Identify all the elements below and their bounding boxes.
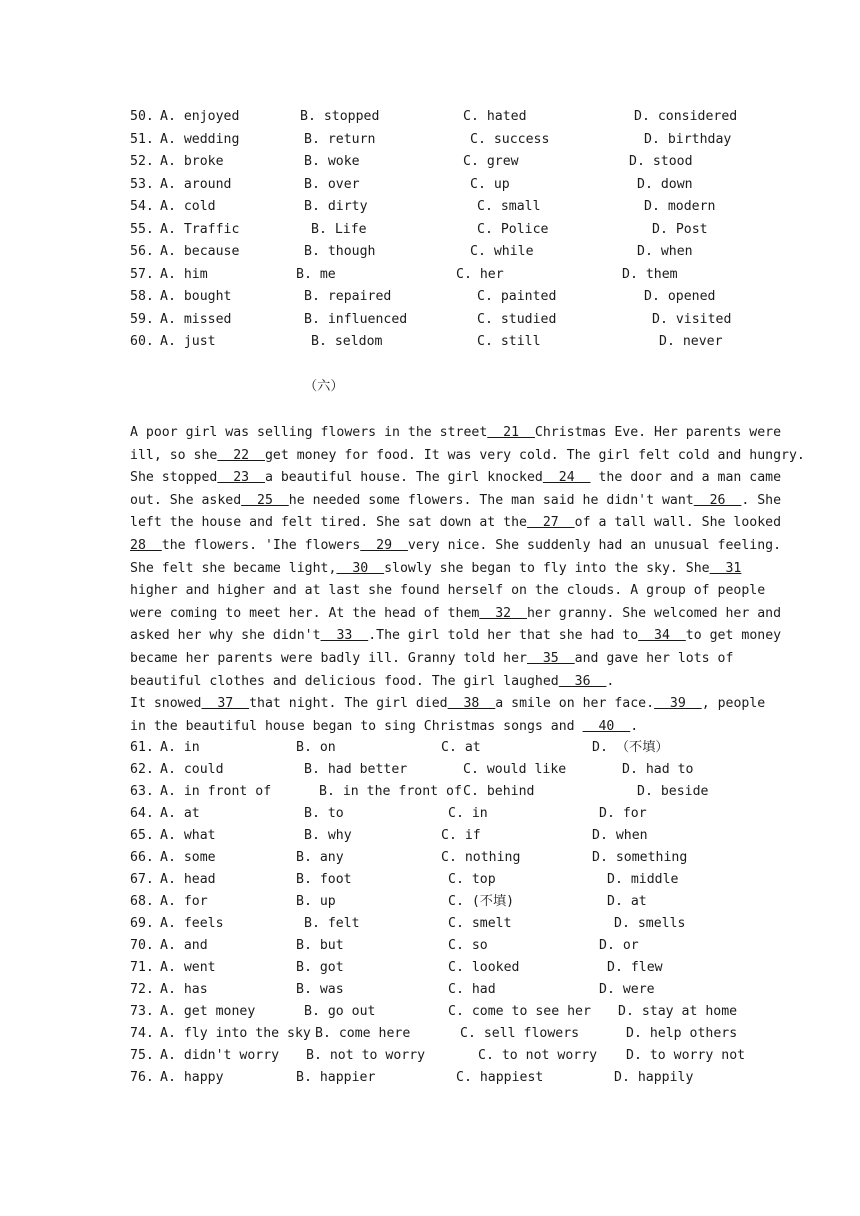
option-d: D. when [592,828,648,843]
option-a: A. has [160,982,208,997]
section-heading: （六） [304,379,344,394]
option-b: B. up [296,894,336,909]
option-c: C. looked [448,960,520,975]
option-a: A. because [160,244,240,259]
passage-text: It snowed [130,696,202,712]
option-d: D. never [659,334,723,349]
blank-23: 23 [217,470,265,486]
option-d: D. at [607,894,647,909]
option-b: B. me [296,266,336,282]
option-b: B. on [296,740,336,755]
option-b: B. in the front of [319,784,462,799]
option-a: A. could [160,762,224,777]
option-c: C. still [477,334,541,349]
option-b: B. come here [315,1026,411,1041]
passage-line [130,580,766,603]
question-number: 73. [130,1004,154,1019]
blank-31: 31 [709,560,742,576]
option-b: B. woke [304,154,360,169]
passage-line [130,422,782,445]
option-a: A. wedding [160,131,240,147]
question-row [130,264,750,286]
question-row [130,957,750,979]
option-b: B. though [304,244,376,259]
passage-text: became her parents were badly ill. Granny told her [130,650,527,666]
question-row [130,106,750,128]
option-d: D. middle [607,872,679,887]
option-c: C. while [470,244,534,259]
option-c: C. studied [477,311,557,327]
passage-text: She stopped [130,470,218,486]
question-row [130,286,750,308]
blank-39: 39 [654,696,702,712]
option-a: A. broke [160,154,224,169]
option-a: A. and [160,938,208,953]
question-row [130,869,750,891]
question-number: 63. [130,784,154,799]
question-number: 52. [130,154,154,169]
option-b: B. influenced [304,311,408,327]
option-d: D. for [599,806,647,821]
passage-text: . [630,718,639,734]
question-row [130,891,750,913]
question-number: 67. [130,872,154,887]
passage-text: a smile on her face. [495,696,655,712]
question-row [130,935,750,957]
blank-28: 28 [130,537,162,553]
blank-21: 21 [487,425,535,440]
passage-line [130,716,730,739]
option-a: A. happy [160,1070,224,1085]
blank-29: 29 [360,537,408,553]
option-c: C. Police [477,221,549,237]
option-c: C. smelt [448,916,512,931]
passage-text: slowly she began to fly into the sky. She [384,560,710,576]
passage-line [130,693,766,716]
option-d: D. birthday [644,131,732,147]
question-row [130,781,750,803]
passage-text: very nice. She suddenly had an unusual feeling. [407,537,782,553]
passage-text: Christmas Eve. Her parents were [534,425,782,440]
option-d: D. Post [652,221,708,237]
question-number: 55. [130,221,154,237]
option-a: A. head [160,872,216,887]
option-d: D. were [599,982,655,997]
option-d: D. modern [644,199,716,214]
passage-line [130,467,782,490]
option-c: C. if [441,828,481,843]
question-row [130,803,750,825]
option-d: D. had to [622,762,694,777]
passage-line [130,558,742,581]
passage-line [130,671,730,694]
question-number: 72. [130,982,154,997]
option-c: C. in [448,806,488,821]
option-b: B. any [296,850,344,865]
option-a: A. bought [160,289,232,304]
question-row [130,1045,750,1067]
question-row [130,979,750,1001]
passage-text: in the beautiful house began to sing Christmas songs and [130,718,575,734]
passage-text: to get money [685,628,782,644]
option-c: C. painted [477,289,557,304]
option-c: C. would like [463,762,567,777]
blank-32: 32 [479,605,527,621]
option-d: D. happily [614,1070,694,1085]
option-a: A. enjoyed [160,109,240,124]
option-b: B. Life [311,221,367,237]
option-b: B. dirty [304,199,368,214]
passage-text: asked her why she didn't [130,628,321,644]
passage-text: She felt she became light, [130,560,337,576]
option-b: B. got [296,960,344,975]
option-a: A. some [160,850,216,865]
question-number: 68. [130,894,154,909]
blank-25: 25 [241,492,289,508]
option-c: C. so [448,938,488,953]
passage-line [130,535,782,558]
passage-text: and gave her lots of [574,650,734,666]
blank-36: 36 [558,673,607,689]
option-c: C. (不填) [448,894,515,909]
option-c: C. her [456,266,504,282]
option-b: B. repaired [304,289,392,304]
question-number: 76. [130,1070,154,1085]
option-a: A. didn't worry [160,1048,280,1063]
passage-line [130,625,782,648]
blank-33: 33 [320,628,369,644]
option-b: B. over [304,176,360,192]
option-c: C. behind [463,784,535,799]
passage-text: a beautiful house. The girl knocked [264,470,543,486]
option-c: C. up [470,176,510,192]
passage-text: the door and a man came [590,470,782,486]
question-number: 58. [130,289,154,304]
passage-text: beautiful clothes and delicious food. The girl laughed [130,673,559,689]
passage-text: . She [741,492,782,508]
option-c: C. happiest [456,1070,544,1085]
option-d: D. flew [607,960,663,975]
question-number: 65. [130,828,154,843]
option-d: D. them [622,266,678,282]
option-d: D. or [599,938,639,953]
option-a: A. missed [160,311,232,327]
question-row [130,129,750,151]
question-row [130,174,750,196]
option-b: B. stopped [300,109,380,124]
cloze-passage [130,422,805,738]
option-c: C. nothing [441,850,521,865]
option-c: C. to not worry [478,1048,598,1063]
passage-line [130,490,782,513]
option-d: D. considered [634,109,738,124]
question-row [130,825,750,847]
option-b: B. felt [304,916,360,931]
option-a: A. in front of [160,784,272,799]
question-number: 69. [130,916,154,931]
passage-text: he needed some flowers. The man said he didn't want [288,492,694,508]
option-d: D. visited [652,311,732,327]
option-a: A. in [160,740,200,755]
option-d: D. stood [629,154,693,169]
passage-text: that night. The girl died [249,696,448,712]
option-a: A. fly into the sky [160,1026,311,1041]
option-b: B. return [304,131,376,147]
option-b: B. seldom [311,334,383,349]
blank-37: 37 [201,696,250,712]
option-a: A. Traffic [160,221,240,237]
question-row [130,737,750,759]
option-c: C. small [477,199,541,214]
question-number: 74. [130,1026,154,1041]
option-c: C. come to see her [448,1004,591,1019]
question-row [130,1001,750,1023]
option-c: C. grew [463,154,519,169]
question-row [130,1067,750,1089]
option-d: D. （不填） [592,740,669,755]
question-number: 60. [130,334,154,349]
option-c: C. hated [463,109,527,124]
option-a: A. at [160,806,200,821]
question-number: 70. [130,938,154,953]
option-b: B. to [304,806,344,821]
passage-text: get money for food. It was very cold. The girl felt cold and hungry. [264,447,805,463]
blank-22: 22 [217,447,265,463]
option-d: D. when [637,244,693,259]
option-d: D. to worry not [626,1048,746,1063]
question-row [130,241,750,263]
option-c: C. had [448,982,496,997]
question-row [130,309,750,331]
option-c: C. top [448,872,496,887]
question-row [130,219,750,241]
option-b: B. go out [304,1004,376,1019]
passage-text: out. She asked [130,492,242,508]
question-row [130,913,750,935]
option-a: A. for [160,894,208,909]
option-c: C. success [470,131,550,147]
option-b: B. not to worry [306,1048,426,1063]
passage-text: .The girl told her that she had to [368,628,639,644]
passage-line [130,603,782,626]
blank-27: 27 [526,515,575,531]
question-row [130,759,750,781]
passage-line [130,512,782,535]
passage-line [130,445,805,468]
question-row [130,847,750,869]
passage-text: higher and higher and at last she found herself on the clouds. A group of people [130,583,766,599]
option-c: C. at [441,740,481,755]
option-d: D. stay at home [618,1004,738,1019]
option-a: A. get money [160,1004,256,1019]
option-a: A. feels [160,916,224,931]
option-d: D. beside [637,784,709,799]
passage-text: of a tall wall. She looked [574,515,782,531]
question-number: 51. [130,131,154,147]
option-a: A. him [160,266,208,282]
option-b: B. had better [304,762,408,777]
blank-40: 40 [582,718,631,734]
passage-text: A poor girl was selling flowers in the street [130,425,488,440]
question-number: 56. [130,244,154,259]
passage-text: , people [701,696,766,712]
question-number: 66. [130,850,154,865]
question-number: 54. [130,199,154,214]
question-number: 62. [130,762,154,777]
passage-text: left the house and felt tired. She sat down at the [130,515,527,531]
question-number: 71. [130,960,154,975]
option-d: D. opened [644,289,716,304]
option-d: D. something [592,850,688,865]
passage-text: ill, so she [130,447,218,463]
blank-38: 38 [447,696,496,712]
blank-34: 34 [638,628,686,644]
question-number: 50. [130,109,154,124]
question-row [130,196,750,218]
option-a: A. what [160,828,216,843]
option-c: C. sell flowers [460,1026,580,1041]
passage-text: her granny. She welcomed her and [526,605,782,621]
option-d: D. smells [614,916,686,931]
question-row [130,151,750,173]
blank-35: 35 [526,650,575,666]
blank-24: 24 [542,470,591,486]
question-number: 59. [130,311,154,327]
passage-line [130,648,734,671]
question-number: 57. [130,266,154,282]
question-row [130,331,750,353]
option-a: A. cold [160,199,216,214]
option-a: A. around [160,176,232,192]
question-number: 53. [130,176,154,192]
question-number: 61. [130,740,154,755]
option-a: A. just [160,334,216,349]
question-block-61-76 [130,737,750,1089]
question-number: 64. [130,806,154,821]
option-d: D. down [637,176,693,192]
passage-text: . [606,673,615,689]
question-number: 75. [130,1048,154,1063]
passage-text: were coming to meet her. At the head of them [130,605,480,621]
option-a: A. went [160,960,216,975]
option-b: B. why [304,828,352,843]
option-b: B. foot [296,872,352,887]
blank-30: 30 [336,560,385,576]
passage-text: the flowers. 'Ihe flowers [161,537,361,553]
question-row [130,1023,750,1045]
option-b: B. but [296,938,344,953]
option-b: B. happier [296,1070,376,1085]
option-d: D. help others [626,1026,738,1041]
option-b: B. was [296,982,344,997]
blank-26: 26 [693,492,742,508]
